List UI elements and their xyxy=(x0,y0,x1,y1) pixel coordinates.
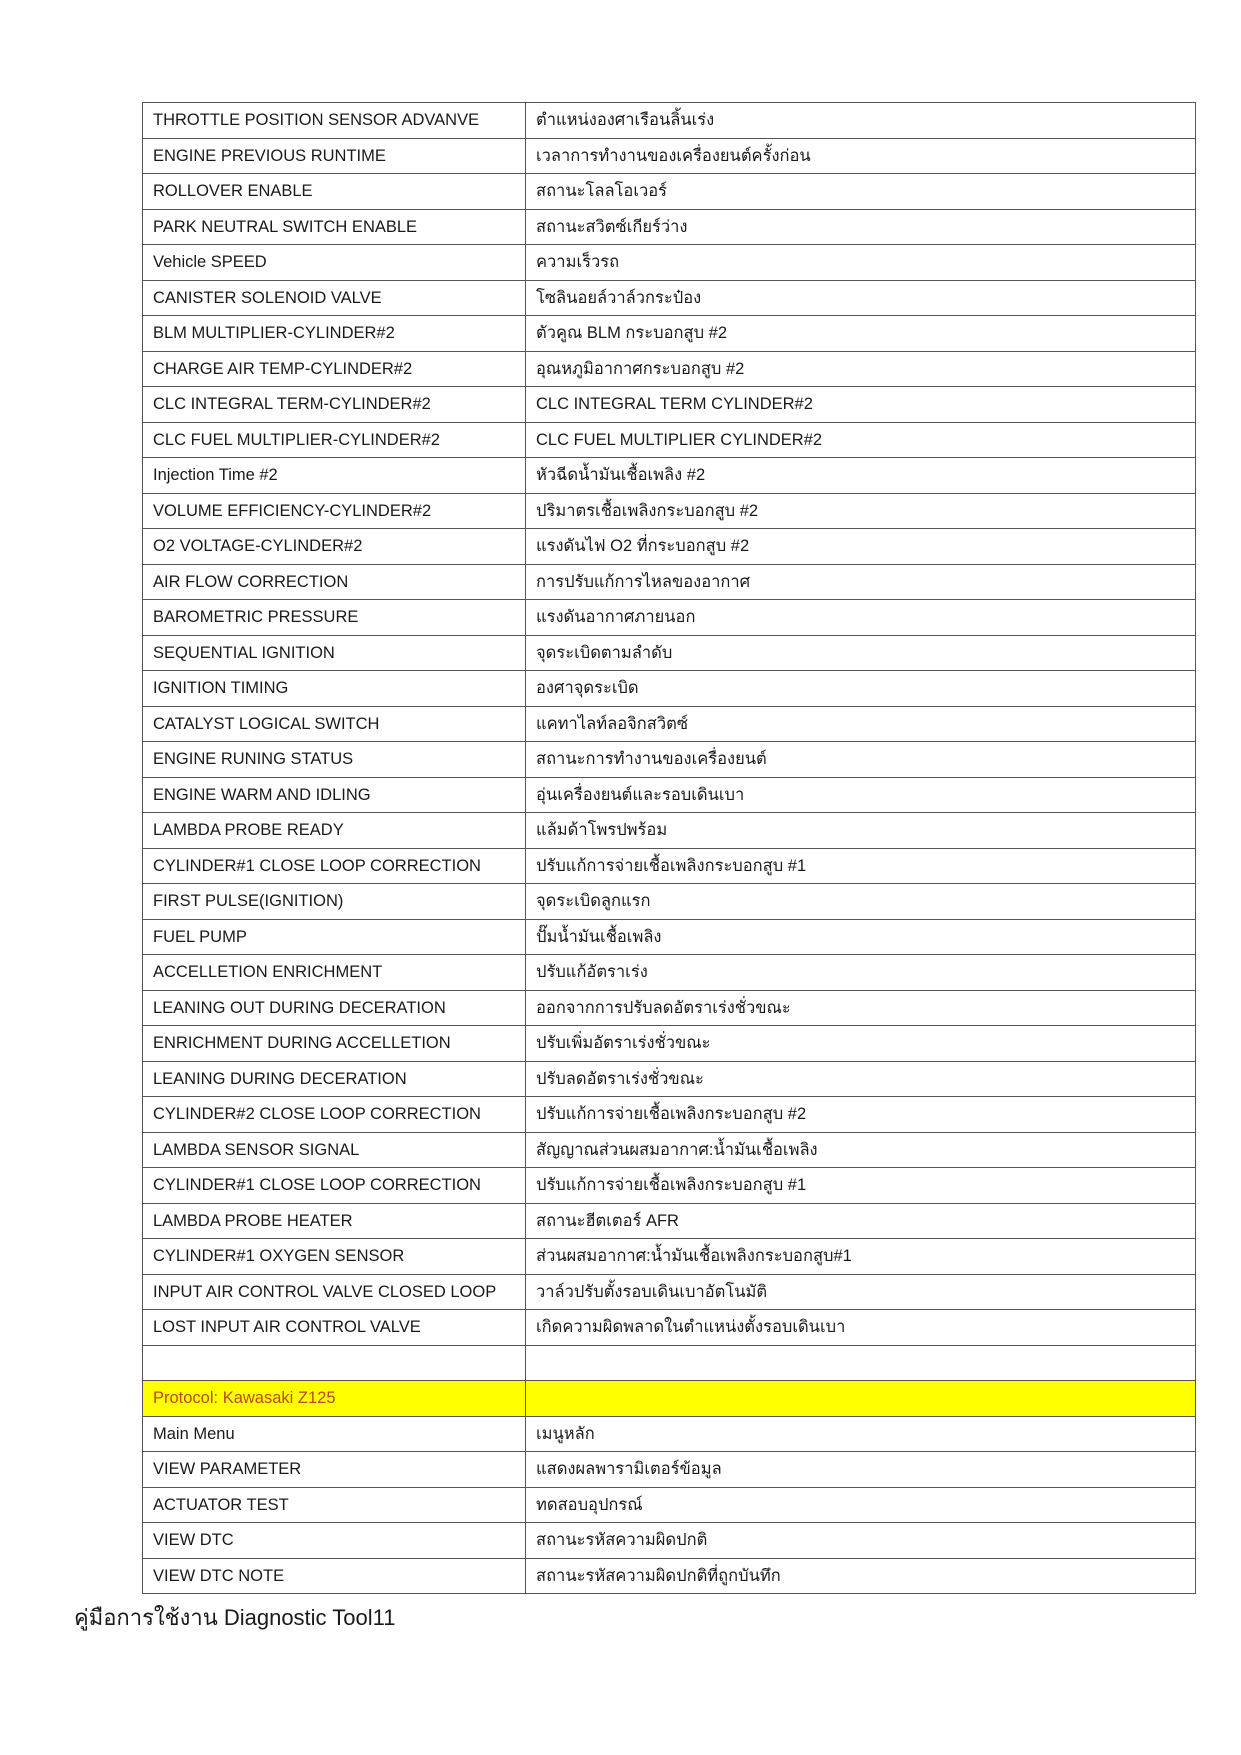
table-row xyxy=(143,387,1196,423)
table-row xyxy=(143,1061,1196,1097)
parameter-description-cell: ปรับแก้อัตราเร่ง xyxy=(526,955,1196,991)
table-row xyxy=(143,955,1196,991)
parameter-description-cell: วาล์วปรับตั้งรอบเดินเบาอัตโนมัติ xyxy=(526,1274,1196,1310)
parameter-description-cell: สถานะโลลโอเวอร์ xyxy=(526,174,1196,210)
parameter-description-cell: เกิดความผิดพลาดในตำแหน่งตั้งรอบเดินเบา xyxy=(526,1310,1196,1346)
parameter-description-cell: โซลินอยล์วาล์วกระป๋อง xyxy=(526,280,1196,316)
table-row xyxy=(143,422,1196,458)
parameter-description-cell: ทดสอบอุปกรณ์ xyxy=(526,1487,1196,1523)
table-row xyxy=(143,1168,1196,1204)
parameter-name-cell: BAROMETRIC PRESSURE xyxy=(143,600,526,636)
parameter-name-cell: VIEW DTC xyxy=(143,1523,526,1559)
parameter-name-cell: Vehicle SPEED xyxy=(143,245,526,281)
table-row xyxy=(143,493,1196,529)
parameter-description-cell: จุดระเบิดตามลำดับ xyxy=(526,635,1196,671)
table-row xyxy=(143,1558,1196,1594)
parameter-name-cell: ENGINE PREVIOUS RUNTIME xyxy=(143,138,526,174)
parameter-description-cell: สถานะรหัสความผิดปกติที่ถูกบันทึก xyxy=(526,1558,1196,1594)
parameter-description-cell: ปริมาตรเชื้อเพลิงกระบอกสูบ #2 xyxy=(526,493,1196,529)
parameter-description-cell: แคทาไลท์ลอจิกสวิตซ์ xyxy=(526,706,1196,742)
table-row xyxy=(143,671,1196,707)
parameter-name-cell: IGNITION TIMING xyxy=(143,671,526,707)
table-row xyxy=(143,777,1196,813)
table-row xyxy=(143,1310,1196,1346)
parameter-name-cell: CANISTER SOLENOID VALVE xyxy=(143,280,526,316)
parameter-description-cell: เวลาการทำงานของเครื่องยนต์ครั้งก่อน xyxy=(526,138,1196,174)
table-row xyxy=(143,316,1196,352)
parameter-name-cell: BLM MULTIPLIER-CYLINDER#2 xyxy=(143,316,526,352)
parameter-name-cell: INPUT AIR CONTROL VALVE CLOSED LOOP xyxy=(143,1274,526,1310)
parameter-description-cell: ปั๊มน้ำมันเชื้อเพลิง xyxy=(526,919,1196,955)
table-row xyxy=(143,1416,1196,1452)
parameter-name-cell: LAMBDA PROBE HEATER xyxy=(143,1203,526,1239)
table-row xyxy=(143,1452,1196,1488)
parameter-name-cell: LEANING OUT DURING DECERATION xyxy=(143,990,526,1026)
table-row xyxy=(143,706,1196,742)
table-row xyxy=(143,1026,1196,1062)
table-row xyxy=(143,529,1196,565)
parameter-name-cell: Main Menu xyxy=(143,1416,526,1452)
table-row xyxy=(143,848,1196,884)
parameter-description-cell: แล้มด้าโพรปพร้อม xyxy=(526,813,1196,849)
table-row xyxy=(143,458,1196,494)
parameter-name-cell: LAMBDA SENSOR SIGNAL xyxy=(143,1132,526,1168)
parameter-name-cell: ACCELLETION ENRICHMENT xyxy=(143,955,526,991)
table-row xyxy=(143,884,1196,920)
table-row xyxy=(143,990,1196,1026)
parameter-name-cell: Protocol: Kawasaki Z125 xyxy=(143,1381,526,1417)
parameter-name-cell: PARK NEUTRAL SWITCH ENABLE xyxy=(143,209,526,245)
parameter-description-cell: สัญญาณส่วนผสมอากาศ:น้ำมันเชื้อเพลิง xyxy=(526,1132,1196,1168)
parameter-description-cell xyxy=(526,1381,1196,1417)
parameter-description-cell: การปรับแก้การไหลของอากาศ xyxy=(526,564,1196,600)
parameter-description-cell: ตำแหน่งองศาเรือนลิ้นเร่ง xyxy=(526,103,1196,139)
table-row xyxy=(143,1203,1196,1239)
table-row xyxy=(143,209,1196,245)
table-row xyxy=(143,1132,1196,1168)
parameter-description-cell: ปรับเพิ่มอัตราเร่งชั่วขณะ xyxy=(526,1026,1196,1062)
parameter-description-cell: จุดระเบิดลูกแรก xyxy=(526,884,1196,920)
parameter-name-cell: ENGINE RUNING STATUS xyxy=(143,742,526,778)
table-row xyxy=(143,1097,1196,1133)
parameter-description-cell: อุ่นเครื่องยนต์และรอบเดินเบา xyxy=(526,777,1196,813)
table-row xyxy=(143,919,1196,955)
table-row xyxy=(143,1487,1196,1523)
parameter-name-cell: CYLINDER#2 CLOSE LOOP CORRECTION xyxy=(143,1097,526,1133)
parameter-name-cell xyxy=(143,1345,526,1381)
parameter-description-cell: แรงดันไฟ O2 ที่กระบอกสูบ #2 xyxy=(526,529,1196,565)
parameter-description-cell: องศาจุดระเบิด xyxy=(526,671,1196,707)
protocol-row xyxy=(143,1381,1196,1417)
parameter-name-cell: LEANING DURING DECERATION xyxy=(143,1061,526,1097)
table-row xyxy=(143,1523,1196,1559)
parameter-name-cell: ROLLOVER ENABLE xyxy=(143,174,526,210)
page-footer: คู่มือการใช้งาน Diagnostic Tool11 xyxy=(74,1605,396,1630)
parameter-description-cell: สถานะรหัสความผิดปกติ xyxy=(526,1523,1196,1559)
parameter-name-cell: SEQUENTIAL IGNITION xyxy=(143,635,526,671)
parameter-name-cell: LOST INPUT AIR CONTROL VALVE xyxy=(143,1310,526,1346)
parameter-description-cell: ปรับลดอัตราเร่งชั่วขณะ xyxy=(526,1061,1196,1097)
parameter-description-cell: ตัวคูณ BLM กระบอกสูบ #2 xyxy=(526,316,1196,352)
table-row xyxy=(143,742,1196,778)
parameter-description-cell: ปรับแก้การจ่ายเชื้อเพลิงกระบอกสูบ #2 xyxy=(526,1097,1196,1133)
parameter-name-cell: Injection Time #2 xyxy=(143,458,526,494)
parameter-name-cell: CLC FUEL MULTIPLIER-CYLINDER#2 xyxy=(143,422,526,458)
parameter-description-cell: เมนูหลัก xyxy=(526,1416,1196,1452)
table-row xyxy=(143,564,1196,600)
table-row xyxy=(143,245,1196,281)
parameter-name-cell: CYLINDER#1 CLOSE LOOP CORRECTION xyxy=(143,1168,526,1204)
parameter-description-cell: อุณหภูมิอากาศกระบอกสูบ #2 xyxy=(526,351,1196,387)
parameter-description-cell xyxy=(526,1345,1196,1381)
parameter-name-cell: VIEW PARAMETER xyxy=(143,1452,526,1488)
parameter-name-cell: LAMBDA PROBE READY xyxy=(143,813,526,849)
table-row xyxy=(143,1345,1196,1381)
parameter-table xyxy=(142,102,1196,1594)
parameter-name-cell: ENRICHMENT DURING ACCELLETION xyxy=(143,1026,526,1062)
parameter-description-cell: ปรับแก้การจ่ายเชื้อเพลิงกระบอกสูบ #1 xyxy=(526,848,1196,884)
table-row xyxy=(143,138,1196,174)
parameter-name-cell: AIR FLOW CORRECTION xyxy=(143,564,526,600)
table-row xyxy=(143,813,1196,849)
parameter-name-cell: FUEL PUMP xyxy=(143,919,526,955)
parameter-name-cell: THROTTLE POSITION SENSOR ADVANVE xyxy=(143,103,526,139)
parameter-description-cell: สถานะการทำงานของเครื่องยนต์ xyxy=(526,742,1196,778)
parameter-name-cell: CYLINDER#1 CLOSE LOOP CORRECTION xyxy=(143,848,526,884)
parameter-name-cell: ACTUATOR TEST xyxy=(143,1487,526,1523)
parameter-description-cell: CLC INTEGRAL TERM CYLINDER#2 xyxy=(526,387,1196,423)
parameter-description-cell: ส่วนผสมอากาศ:น้ำมันเชื้อเพลิงกระบอกสูบ#1 xyxy=(526,1239,1196,1275)
table-row xyxy=(143,600,1196,636)
parameter-name-cell: CATALYST LOGICAL SWITCH xyxy=(143,706,526,742)
parameter-description-cell: หัวฉีดน้ำมันเชื้อเพลิง #2 xyxy=(526,458,1196,494)
table-row xyxy=(143,174,1196,210)
table-row xyxy=(143,1239,1196,1275)
parameter-description-cell: ความเร็วรถ xyxy=(526,245,1196,281)
parameter-name-cell: CHARGE AIR TEMP-CYLINDER#2 xyxy=(143,351,526,387)
parameter-description-cell: แสดงผลพารามิเตอร์ข้อมูล xyxy=(526,1452,1196,1488)
parameter-description-cell: สถานะฮีตเตอร์ AFR xyxy=(526,1203,1196,1239)
table-row xyxy=(143,280,1196,316)
parameter-name-cell: CLC INTEGRAL TERM-CYLINDER#2 xyxy=(143,387,526,423)
parameter-table-body xyxy=(143,103,1196,1594)
table-row xyxy=(143,103,1196,139)
parameter-name-cell: O2 VOLTAGE-CYLINDER#2 xyxy=(143,529,526,565)
parameter-name-cell: FIRST PULSE(IGNITION) xyxy=(143,884,526,920)
parameter-name-cell: VOLUME EFFICIENCY-CYLINDER#2 xyxy=(143,493,526,529)
parameter-name-cell: CYLINDER#1 OXYGEN SENSOR xyxy=(143,1239,526,1275)
parameter-description-cell: CLC FUEL MULTIPLIER CYLINDER#2 xyxy=(526,422,1196,458)
parameter-description-cell: แรงดันอากาศภายนอก xyxy=(526,600,1196,636)
table-row xyxy=(143,1274,1196,1310)
parameter-description-cell: สถานะสวิตซ์เกียร์ว่าง xyxy=(526,209,1196,245)
parameter-description-cell: ปรับแก้การจ่ายเชื้อเพลิงกระบอกสูบ #1 xyxy=(526,1168,1196,1204)
parameter-name-cell: VIEW DTC NOTE xyxy=(143,1558,526,1594)
table-row xyxy=(143,635,1196,671)
parameter-name-cell: ENGINE WARM AND IDLING xyxy=(143,777,526,813)
parameter-description-cell: ออกจากการปรับลดอัตราเร่งชั่วขณะ xyxy=(526,990,1196,1026)
table-row xyxy=(143,351,1196,387)
